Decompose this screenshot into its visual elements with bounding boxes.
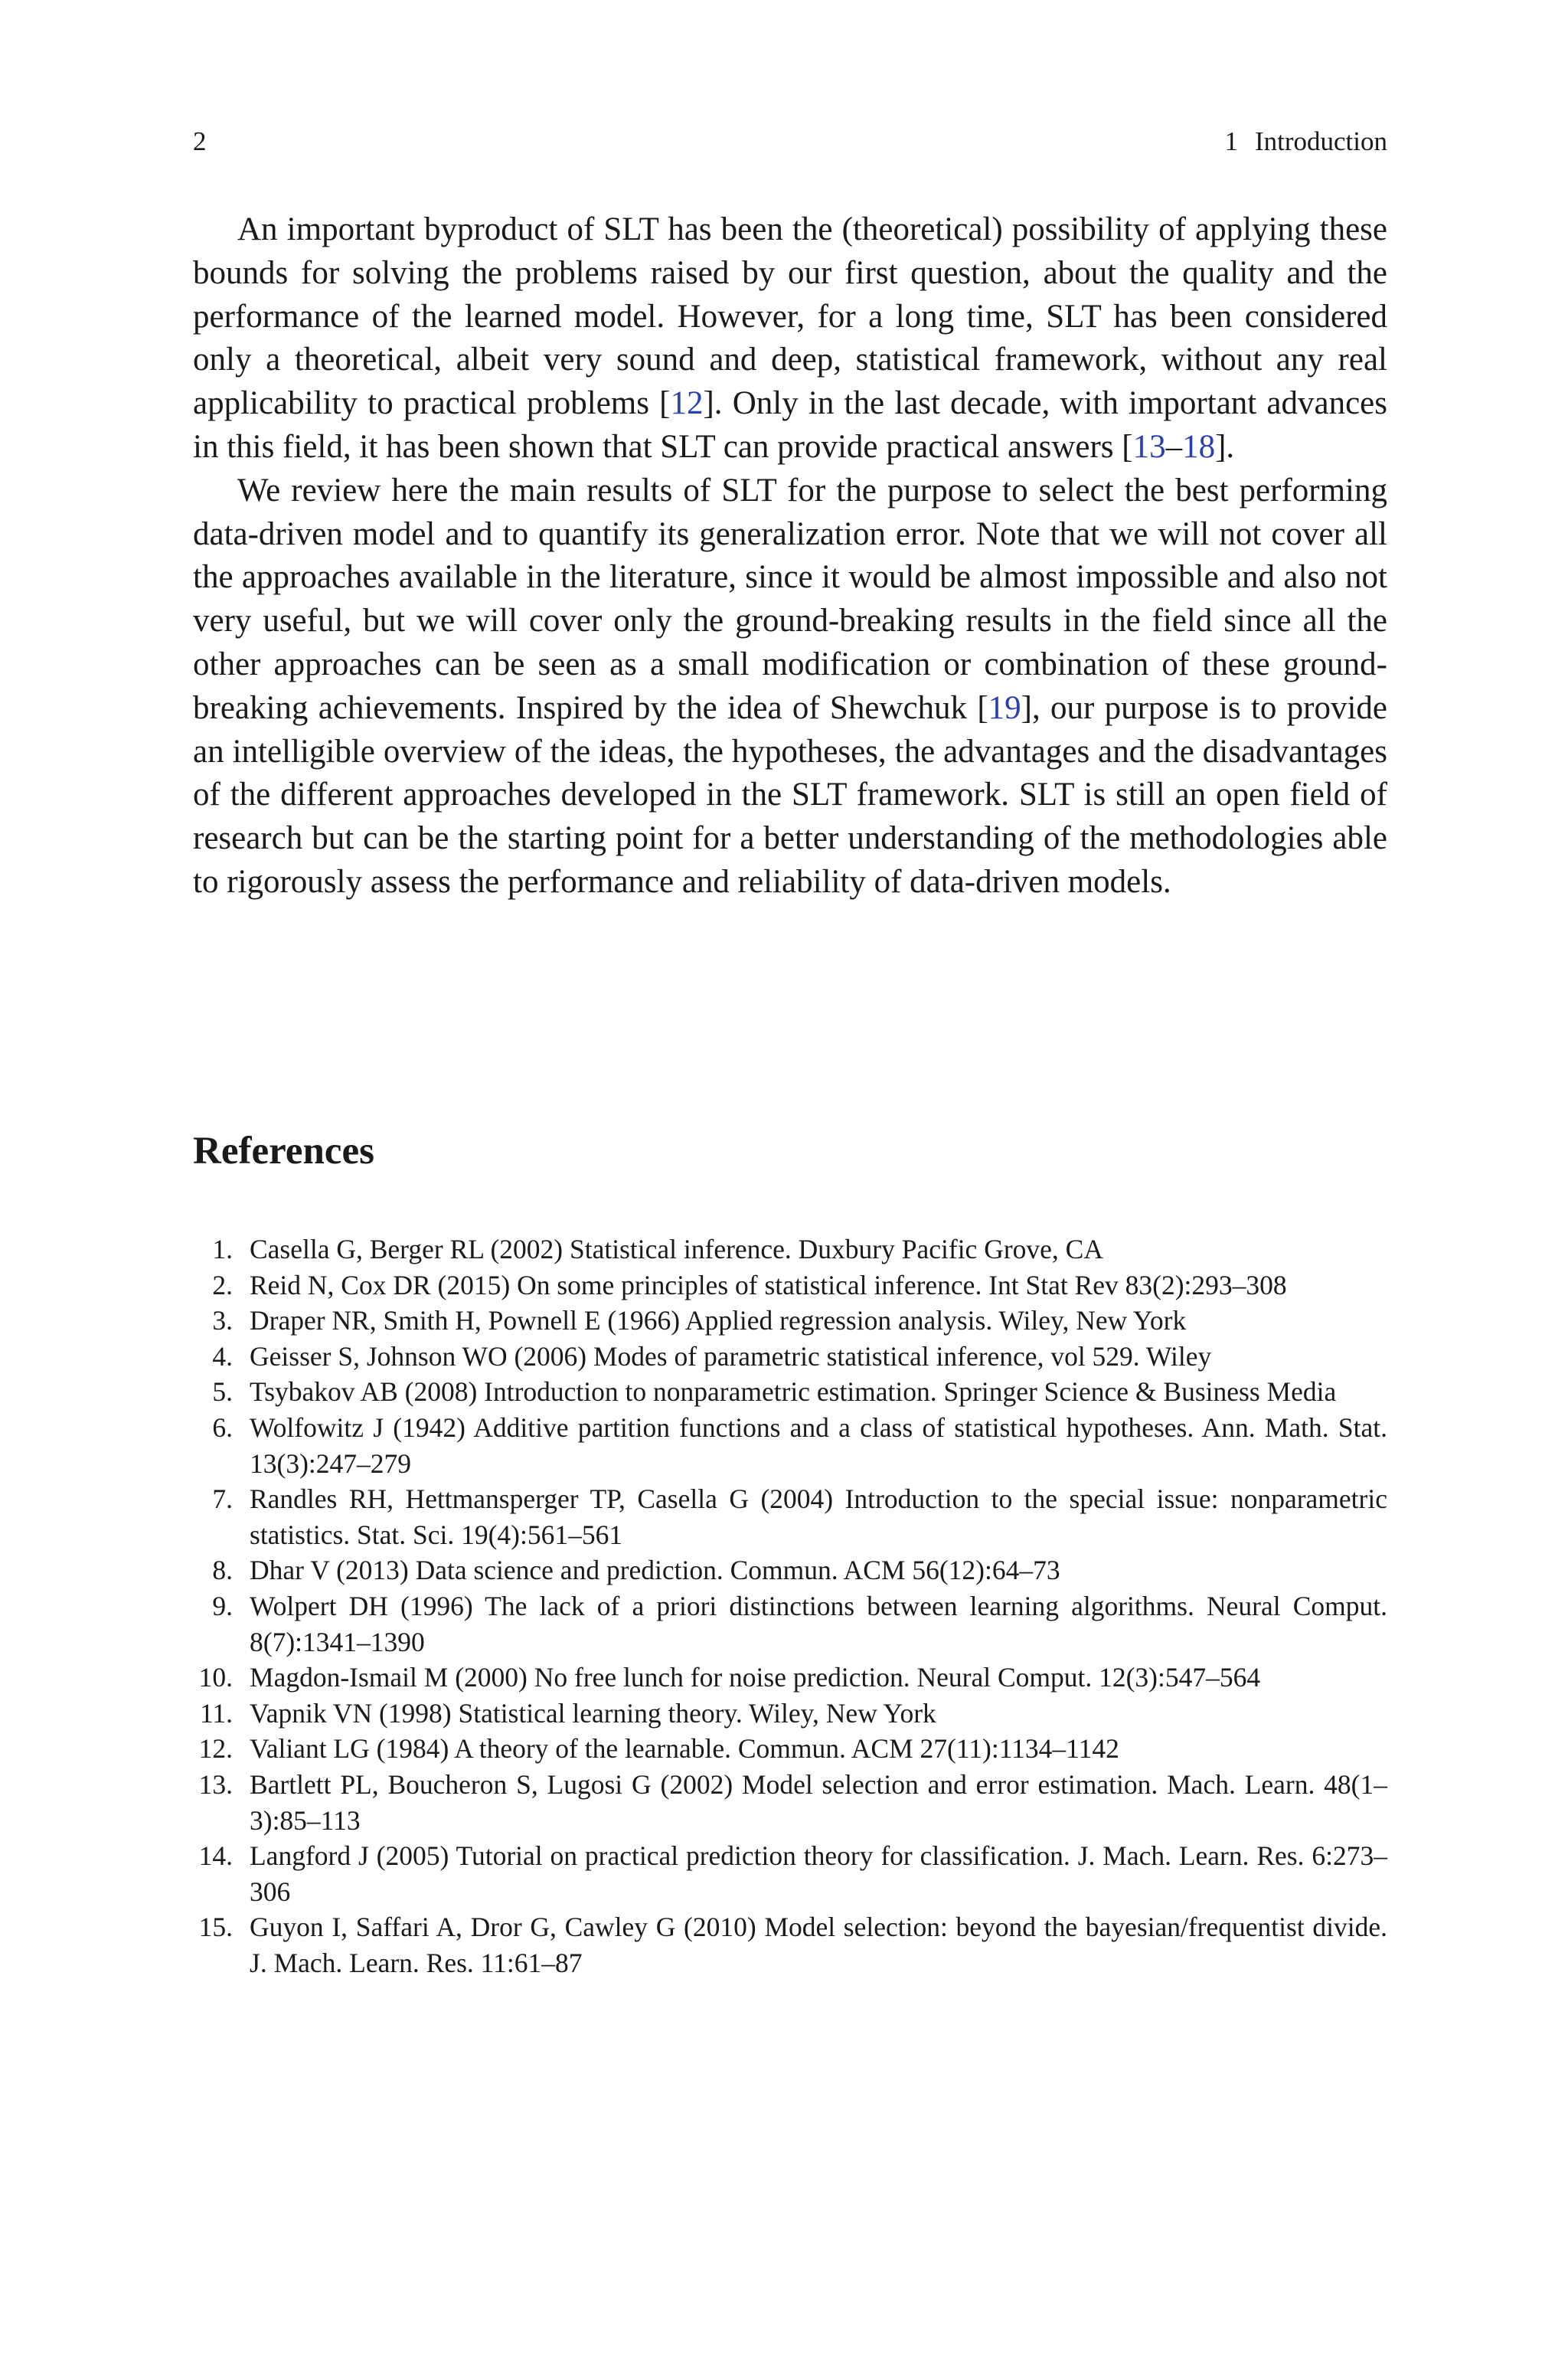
- paragraph-1-text-c: ].: [1215, 428, 1235, 465]
- reference-text: Wolfowitz J (1942) Additive partition functions and a class of statistical hypotheses. Ann. Math. Stat. 13(3):247–279: [250, 1411, 1387, 1479]
- reference-item: [193, 1767, 1387, 1838]
- reference-text: Vapnik VN (1998) Statistical learning theory. Wiley, New York: [250, 1697, 936, 1729]
- chapter-heading: [1224, 123, 1387, 161]
- reference-text: Guyon I, Saffari A, Dror G, Cawley G (2010) Model selection: beyond the bayesian/frequentist divide. J. Mach. Learn. Res. 11:61–87: [250, 1912, 1387, 1978]
- reference-text: Valiant LG (1984) A theory of the learnable. Commun. ACM 27(11):1134–1142: [250, 1733, 1119, 1765]
- reference-number: 12.: [198, 1733, 233, 1765]
- citation-range-dash: –: [1165, 428, 1183, 465]
- reference-text: Tsybakov AB (2008) Introduction to nonparametric estimation. Springer Science & Business Media: [250, 1376, 1337, 1408]
- reference-list: [193, 1232, 1387, 1981]
- reference-item: [193, 1232, 1387, 1268]
- reference-item: [193, 1660, 1387, 1696]
- reference-item: [193, 1410, 1387, 1481]
- reference-number: 2.: [212, 1269, 233, 1300]
- reference-text: Geisser S, Johnson WO (2006) Modes of parametric statistical inference, vol 529. Wiley: [250, 1340, 1212, 1372]
- reference-text: Casella G, Berger RL (2002) Statistical inference. Duxbury Pacific Grove, CA: [250, 1234, 1103, 1264]
- reference-item: [193, 1339, 1387, 1375]
- citation-link-13[interactable]: 13: [1132, 428, 1166, 465]
- chapter-number: 1: [1224, 126, 1238, 156]
- paragraph-1-text-b: ]. Only in the last decade, with important advances in this field, it has been shown that SLT can provide practical answers [: [193, 385, 1387, 465]
- reference-text: Randles RH, Hettmansperger TP, Casella G (2004) Introduction to the special issue: nonparametric statistics. Stat. Sci. 19(4):561–561: [250, 1483, 1387, 1550]
- reference-number: 14.: [198, 1840, 233, 1872]
- reference-number: 4.: [212, 1340, 233, 1372]
- reference-number: 6.: [212, 1411, 233, 1443]
- reference-item: [193, 1838, 1387, 1909]
- reference-item: [193, 1481, 1387, 1552]
- reference-text: Magdon-Ismail M (2000) No free lunch for noise prediction. Neural Comput. 12(3):547–564: [250, 1662, 1261, 1693]
- reference-number: 8.: [212, 1555, 233, 1586]
- citation-link-19[interactable]: 19: [988, 689, 1021, 726]
- reference-item: [193, 1696, 1387, 1732]
- reference-number: 5.: [212, 1376, 233, 1408]
- body-text: [193, 208, 1387, 904]
- paragraph-2: [193, 469, 1387, 904]
- reference-item: [193, 1552, 1387, 1588]
- reference-number: 10.: [198, 1662, 233, 1693]
- reference-number: 3.: [212, 1305, 233, 1336]
- reference-number: 13.: [198, 1768, 233, 1800]
- citation-link-18[interactable]: 18: [1182, 428, 1216, 465]
- reference-text: Reid N, Cox DR (2015) On some principles of statistical inference. Int Stat Rev 83(2):293–308: [250, 1269, 1287, 1300]
- paragraph-2-text-a: We review here the main results of SLT for the purpose to select the best performing data-driven model and to quantify its generalization error. Note that we will not cover all the approaches available in the literature, since it would be almost impossible and also not very useful, but we will cover only the ground-breaking results in the field since all the other approaches can be seen as a small modification or combination of these ground-breaking achievements. Inspired by the idea of Shewchuk [: [193, 472, 1387, 726]
- page-number: 2: [193, 126, 207, 156]
- reference-text: Draper NR, Smith H, Pownell E (1966) Applied regression analysis. Wiley, New York: [250, 1305, 1187, 1336]
- citation-link-12[interactable]: 12: [670, 385, 704, 422]
- paragraph-1-text-a: An important byproduct of SLT has been the (theoretical) possibility of applying these bounds for solving the problems raised by our first question, about the quality and the performance of the learned model. However, for a long time, SLT has been considered only a theoretical, albeit very sound and deep, statistical framework, without any real applicability to practical problems [: [193, 211, 1387, 422]
- reference-item: [193, 1374, 1387, 1410]
- reference-item: [193, 1909, 1387, 1981]
- reference-number: 15.: [198, 1912, 233, 1943]
- paragraph-1: [193, 208, 1387, 469]
- reference-item: [193, 1588, 1387, 1660]
- reference-text: Dhar V (2013) Data science and prediction. Commun. ACM 56(12):64–73: [250, 1555, 1060, 1586]
- reference-text: Langford J (2005) Tutorial on practical prediction theory for classification. J. Mach. Learn. Res. 6:273–306: [250, 1840, 1387, 1907]
- reference-item: [193, 1303, 1387, 1339]
- reference-text: Wolpert DH (1996) The lack of a priori distinctions between learning algorithms. Neural Comput. 8(7):1341–1390: [250, 1590, 1387, 1657]
- reference-number: 7.: [212, 1483, 233, 1515]
- reference-item: [193, 1268, 1387, 1303]
- reference-number: 1.: [212, 1234, 233, 1264]
- reference-item: [193, 1731, 1387, 1767]
- running-head: [193, 123, 1387, 161]
- reference-number: 11.: [199, 1697, 233, 1729]
- references-heading: References: [193, 1130, 374, 1173]
- chapter-title: Introduction: [1254, 126, 1387, 156]
- reference-text: Bartlett PL, Boucheron S, Lugosi G (2002) Model selection and error estimation. Mach. Learn. 48(1–3):85–113: [250, 1768, 1387, 1836]
- reference-number: 9.: [212, 1590, 233, 1621]
- paragraph-2-text-b: ], our purpose is to provide an intelligible overview of the ideas, the hypotheses, the advantages and the disadvantages of the different approaches developed in the SLT framework. SLT is still an open field of research but can be the starting point for a better understanding of the methodologies able to rigorously assess the performance and reliability of data-driven models.: [193, 689, 1387, 900]
